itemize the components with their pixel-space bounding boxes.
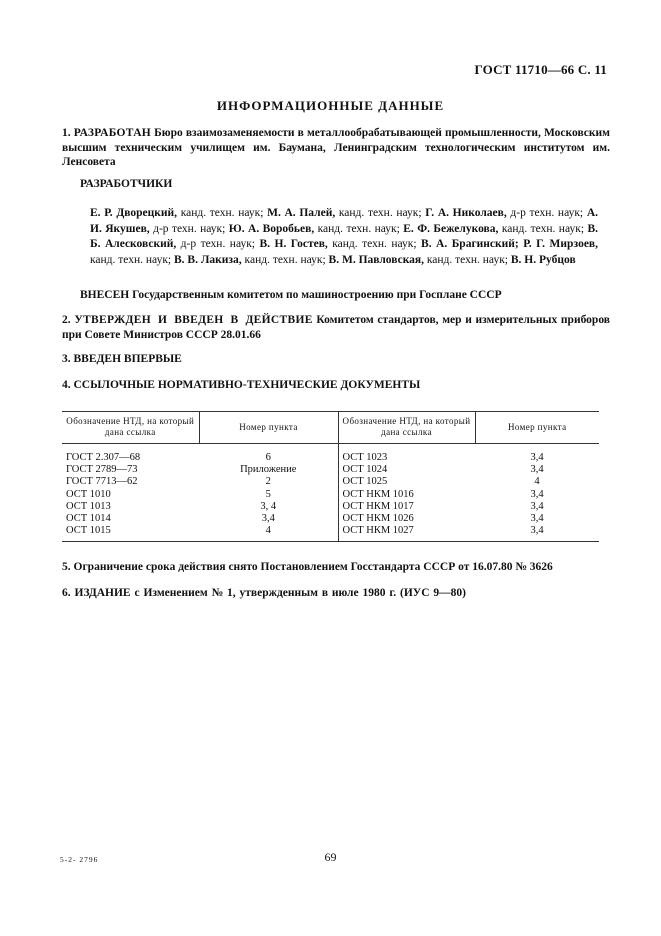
table-cell: 3,4	[530, 488, 544, 500]
table-row	[62, 476, 599, 488]
developer-entry: В. В. Лакиза, канд. техн. наук;	[174, 253, 326, 266]
column-header-ntd: Обозначение НТД, на который дана ссылка	[62, 412, 199, 444]
table-cell: 5	[265, 488, 271, 500]
developers-heading: РАЗРАБОТЧИКИ	[80, 178, 173, 190]
developer-entry: В. А. Брагинский;	[421, 238, 519, 251]
developer-entry: Р. Г. Мирзоев, канд. техн. наук;	[90, 238, 599, 266]
table-row	[62, 525, 599, 542]
section-6	[62, 586, 610, 601]
table-cell: 3,4	[261, 513, 275, 525]
developer-entry: В. Н. Рубцов	[510, 253, 576, 266]
print-code: 5-2- 2796	[60, 855, 99, 864]
table-cell: 2	[265, 476, 271, 488]
table-cell: ОСТ 1014	[66, 513, 111, 525]
table-cell: ОСТ 1025	[338, 476, 475, 488]
developer-entry: В. М. Павловская, канд. техн. наук;	[328, 253, 508, 266]
section-2	[62, 313, 610, 342]
section-5-text: Ограничение срока действия снято Постановлением Госстандарта СССР от 16.07.80 № 3626	[73, 561, 553, 573]
table-cell: ОСТ НКМ 1027	[338, 525, 475, 542]
table-cell: Приложение	[240, 464, 297, 476]
table-cell: ОСТ 1023	[338, 444, 475, 465]
table-cell: ОСТ НКМ 1016	[338, 489, 475, 501]
developer-entry: Г. А. Николаев, д-р техн. наук;	[425, 207, 584, 219]
introduced-line: ВНЕСЕН Государственным комитетом по машиностроению при Госплане СССР	[80, 289, 502, 301]
section-3	[62, 352, 610, 367]
section-1	[62, 126, 610, 170]
table-row	[62, 513, 599, 525]
developer-entry: А. И. Якушев, д-р техн. наук;	[90, 207, 598, 235]
section-2-lead: УТВЕРЖДЕН И ВВЕДЕН В ДЕЙСТВИЕ	[74, 314, 313, 326]
table-cell: ГОСТ 2.307—68	[66, 452, 141, 463]
page-number: 69	[324, 850, 337, 864]
column-header-ntd: Обозначение НТД, на который дана ссылка	[338, 412, 475, 444]
table-row	[62, 444, 599, 465]
table-cell: 3,4	[475, 525, 599, 542]
section-6-number: 6.	[62, 587, 71, 599]
section-4-text: ССЫЛОЧНЫЕ НОРМАТИВНО-ТЕХНИЧЕСКИЕ ДОКУМЕНТЫ	[73, 379, 421, 391]
table-cell: ГОСТ 2789—73	[66, 464, 138, 476]
section-4	[62, 378, 610, 393]
column-header-clause: Номер пункта	[475, 412, 599, 444]
section-5-number: 5.	[62, 561, 71, 573]
table-cell: ОСТ 1013	[66, 500, 111, 512]
section-6-text: ИЗДАНИЕ с Изменением № 1, утвержденным в июле 1980 г. (ИУС 9—80)	[74, 587, 466, 599]
document-header: ГОСТ 11710—66 С. 11	[474, 62, 607, 77]
developer-entry: Ю. А. Воробьев, канд. техн. наук;	[228, 222, 400, 235]
section-1-lead: РАЗРАБОТАН	[73, 127, 152, 139]
table-cell: ОСТ 1010	[66, 488, 111, 500]
section-3-number: 3.	[62, 353, 71, 365]
table-cell: 6	[265, 452, 271, 463]
developers-list	[90, 206, 598, 268]
section-3-text: ВВЕДЕН ВПЕРВЫЕ	[73, 353, 182, 365]
page-title: ИНФОРМАЦИОННЫЕ ДАННЫЕ	[216, 98, 445, 113]
section-2-number: 2.	[62, 314, 71, 326]
column-header-clause: Номер пункта	[199, 412, 338, 444]
table-cell: 3,4	[530, 464, 544, 476]
table-cell: 4	[534, 476, 540, 488]
table-cell: ОСТ 1015	[62, 525, 199, 542]
table-cell: 3,4	[530, 500, 544, 512]
section-5	[62, 560, 610, 575]
table-header-row	[62, 412, 599, 444]
table-row	[62, 464, 599, 476]
reference-documents-table	[62, 411, 599, 542]
developer-entry: В. Б. Алесковский, д-р техн. наук;	[90, 222, 598, 251]
developer-entry: В. Н. Гостев, канд. техн. наук;	[259, 238, 417, 251]
developer-entry: М. А. Палей, канд. техн. наук;	[267, 207, 422, 219]
table-cell: ОСТ НКМ 1017	[338, 501, 475, 513]
developer-entry: Е. Ф. Бежелукова, канд. техн. наук;	[403, 222, 585, 235]
table-cell: 4	[199, 525, 338, 542]
table-row	[62, 501, 599, 513]
developer-entry: Е. Р. Дворецкий, канд. техн. наук;	[90, 207, 264, 219]
table-row	[62, 489, 599, 501]
section-1-number: 1.	[62, 127, 71, 139]
table-cell: ГОСТ 7713—62	[66, 476, 138, 488]
table-cell: ОСТ 1024	[338, 464, 475, 476]
table-cell: 3,4	[530, 452, 544, 463]
table-cell: ОСТ НКМ 1026	[338, 513, 475, 525]
section-4-number: 4.	[62, 379, 71, 391]
section-2-text: Комитетом стандартов, мер и измерительных приборов при Совете Министров СССР 28.01.66	[62, 314, 610, 341]
table-cell: 3,4	[530, 513, 544, 525]
section-1-text: Бюро взаимозаменяемости в металлообрабатывающей промышленности, Московским высшим техническим училищем им. Баумана, Ленинградским технологическим институтом им. Ленсовета	[62, 127, 610, 168]
table-cell: 3, 4	[260, 500, 277, 512]
